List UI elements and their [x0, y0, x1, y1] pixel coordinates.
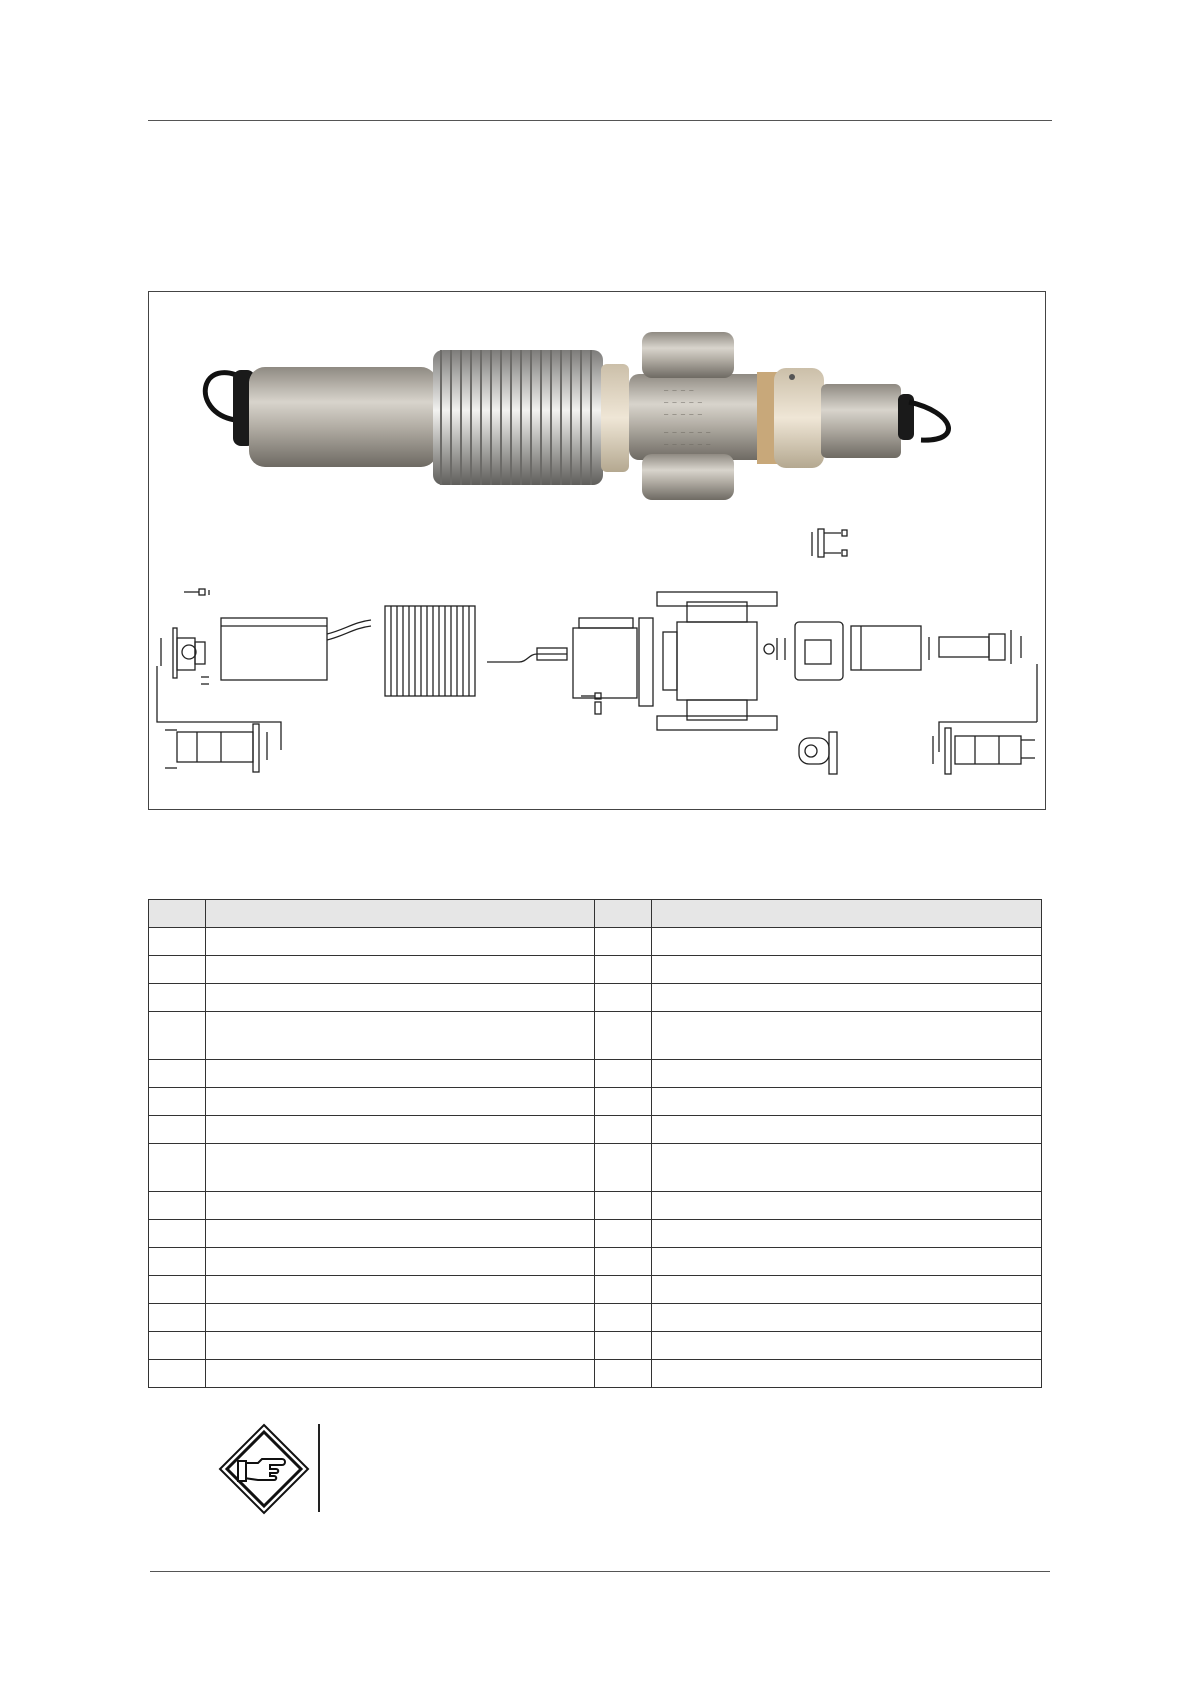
table-cell — [206, 1304, 595, 1332]
table-body — [149, 928, 1042, 1388]
exploded-drawing — [157, 529, 1037, 774]
table-cell — [149, 1304, 206, 1332]
table-row — [149, 1304, 1042, 1332]
table-cell — [149, 1276, 206, 1304]
table-cell — [595, 1088, 652, 1116]
table-row — [149, 1332, 1042, 1360]
table-row — [149, 1192, 1042, 1220]
table-cell — [595, 1304, 652, 1332]
table-cell — [652, 1088, 1042, 1116]
svg-text:– – – – – –: – – – – – – — [664, 440, 711, 448]
table-cell — [652, 1060, 1042, 1088]
footer-rule — [150, 1571, 1050, 1572]
header-rule — [148, 120, 1052, 121]
table-cell — [652, 1360, 1042, 1388]
table-cell — [149, 1332, 206, 1360]
table-cell — [595, 956, 652, 984]
table-cell — [652, 1116, 1042, 1144]
table-cell — [652, 1276, 1042, 1304]
note-divider — [318, 1424, 320, 1512]
table-cell — [206, 1276, 595, 1304]
table-header-row — [149, 900, 1042, 928]
table-cell — [206, 1088, 595, 1116]
header-cell — [149, 900, 206, 928]
table-cell — [206, 1220, 595, 1248]
table-cell — [206, 1060, 595, 1088]
table-row — [149, 1012, 1042, 1060]
table-cell — [149, 1116, 206, 1144]
table-cell — [149, 956, 206, 984]
table-cell — [206, 1248, 595, 1276]
table-cell — [206, 1332, 595, 1360]
table-row — [149, 1144, 1042, 1192]
table-cell — [149, 1088, 206, 1116]
table-row — [149, 1220, 1042, 1248]
product-photo — [205, 332, 948, 500]
table-cell — [149, 984, 206, 1012]
pointing-hand-icon — [218, 1423, 310, 1515]
parts-table — [148, 899, 1042, 1388]
table-cell — [206, 1116, 595, 1144]
table-cell — [652, 928, 1042, 956]
table-cell — [595, 1332, 652, 1360]
table-row — [149, 1360, 1042, 1388]
table-cell — [149, 1220, 206, 1248]
table-cell — [652, 956, 1042, 984]
table-cell — [652, 1220, 1042, 1248]
svg-text:– – – –: – – – – — [664, 386, 694, 394]
table-cell — [149, 1144, 206, 1192]
product-figure — [148, 291, 1046, 810]
table-cell — [652, 1192, 1042, 1220]
table-row — [149, 1088, 1042, 1116]
table-cell — [595, 984, 652, 1012]
table-cell — [595, 1192, 652, 1220]
table-cell — [652, 1248, 1042, 1276]
svg-text:– – – – –: – – – – – — [664, 410, 702, 418]
table-cell — [149, 1012, 206, 1060]
table-cell — [149, 1360, 206, 1388]
table-row — [149, 1116, 1042, 1144]
table-cell — [595, 1116, 652, 1144]
table-cell — [595, 1220, 652, 1248]
table-cell — [652, 1144, 1042, 1192]
table-cell — [595, 1248, 652, 1276]
table-row — [149, 1060, 1042, 1088]
table-cell — [206, 1360, 595, 1388]
table-cell — [149, 1248, 206, 1276]
table-cell — [595, 1012, 652, 1060]
table-row — [149, 984, 1042, 1012]
svg-text:– – – – –: – – – – – — [664, 398, 702, 406]
table-cell — [595, 1060, 652, 1088]
table-cell — [149, 928, 206, 956]
table-cell — [206, 1144, 595, 1192]
header-cell — [595, 900, 652, 928]
table-cell — [595, 1276, 652, 1304]
table-cell — [206, 984, 595, 1012]
table-cell — [652, 1332, 1042, 1360]
header-cell — [206, 900, 595, 928]
table-cell — [206, 1012, 595, 1060]
header-cell — [652, 900, 1042, 928]
table-cell — [149, 1192, 206, 1220]
table-cell — [595, 1144, 652, 1192]
table-cell — [206, 1192, 595, 1220]
svg-text:– – – – – –: – – – – – – — [664, 428, 711, 436]
table-cell — [206, 956, 595, 984]
table-cell — [149, 1060, 206, 1088]
table-cell — [652, 1304, 1042, 1332]
table-row — [149, 928, 1042, 956]
table-cell — [595, 1360, 652, 1388]
table-cell — [206, 928, 595, 956]
table-row — [149, 1276, 1042, 1304]
table-row — [149, 956, 1042, 984]
table-cell — [652, 1012, 1042, 1060]
table-cell — [652, 984, 1042, 1012]
product-illustration — [149, 292, 1046, 810]
table-row — [149, 1248, 1042, 1276]
table-cell — [595, 928, 652, 956]
